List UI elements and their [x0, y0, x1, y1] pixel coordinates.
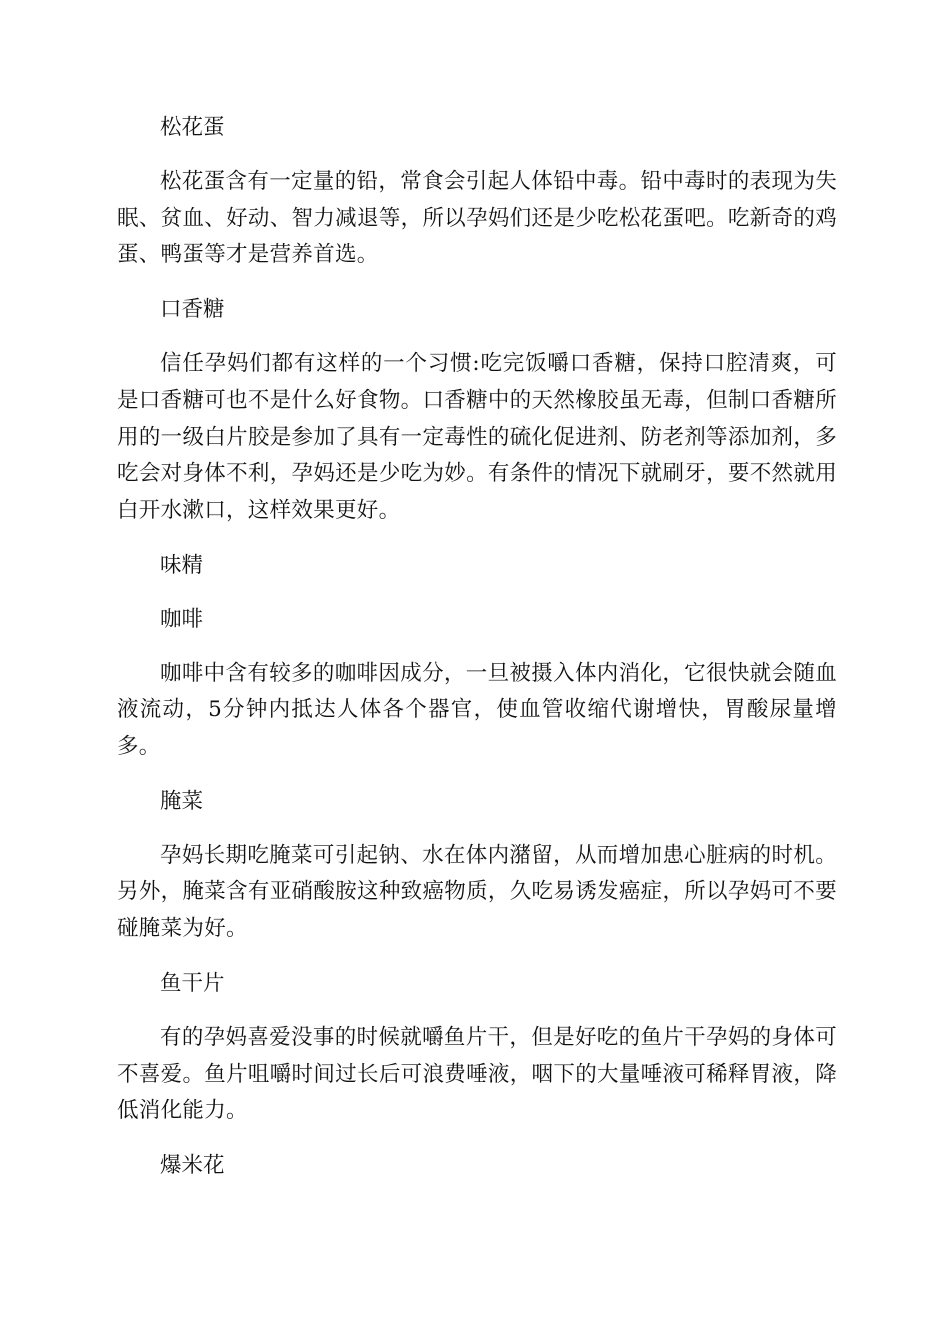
section-body-kouxiangtang: 信任孕妈们都有这样的一个习惯:吃完饭嚼口香糖，保持口腔清爽，可是口香糖可也不是什么好食物。口香糖中的天然橡胶虽无毒，但制口香糖所用的一级白片胶是参加了具有一定毒性的硫化促进剂、防老剂等添加剂，多吃会对身体不利，孕妈还是少吃为妙。有条件的情况下就刷牙，要不然就用白开水漱口，这样效果更好。 [117, 351, 837, 523]
section-body-yancai: 孕妈长期吃腌菜可引起钠、水在体内潴留，从而增加患心脏病的时机。另外，腌菜含有亚硝酸胺这种致癌物质，久吃易诱发癌症，所以孕妈可不要碰腌菜为好。 [117, 842, 837, 942]
section-heading-songhuadan: 松花蛋 [160, 115, 225, 140]
section-body-yuganpian: 有的孕妈喜爱没事的时候就嚼鱼片干，但是好吃的鱼片干孕妈的身体可不喜爱。鱼片咀嚼时间过长后可浪费唾液，咽下的大量唾液可稀释胃液，降低消化能力。 [117, 1024, 837, 1124]
section-heading-weijing: 味精 [160, 552, 204, 578]
section-heading-baomihua: 爆米花 [160, 1152, 225, 1178]
document-content [117, 110, 837, 1184]
section-heading-kouxiangtang: 口香糖 [160, 297, 225, 323]
section-heading-yancai: 腌菜 [160, 788, 204, 814]
section-heading-yuganpian: 鱼干片 [160, 970, 225, 996]
section-body-kafei: 咖啡中含有较多的咖啡因成分，一旦被摄入体内消化，它很快就会随血液流动，5分钟内抵达人体各个器官，使血管收缩代谢增快，胃酸尿量增多。 [117, 660, 837, 760]
section-body-songhuadan: 松花蛋含有一定量的铅，常食会引起人体铅中毒。铅中毒时的表现为失眠、贫血、好动、智力减退等，所以孕妈们还是少吃松花蛋吧。吃新奇的鸡蛋、鸭蛋等才是营养首选。 [117, 169, 837, 268]
section-heading-kafei: 咖啡 [160, 606, 204, 632]
